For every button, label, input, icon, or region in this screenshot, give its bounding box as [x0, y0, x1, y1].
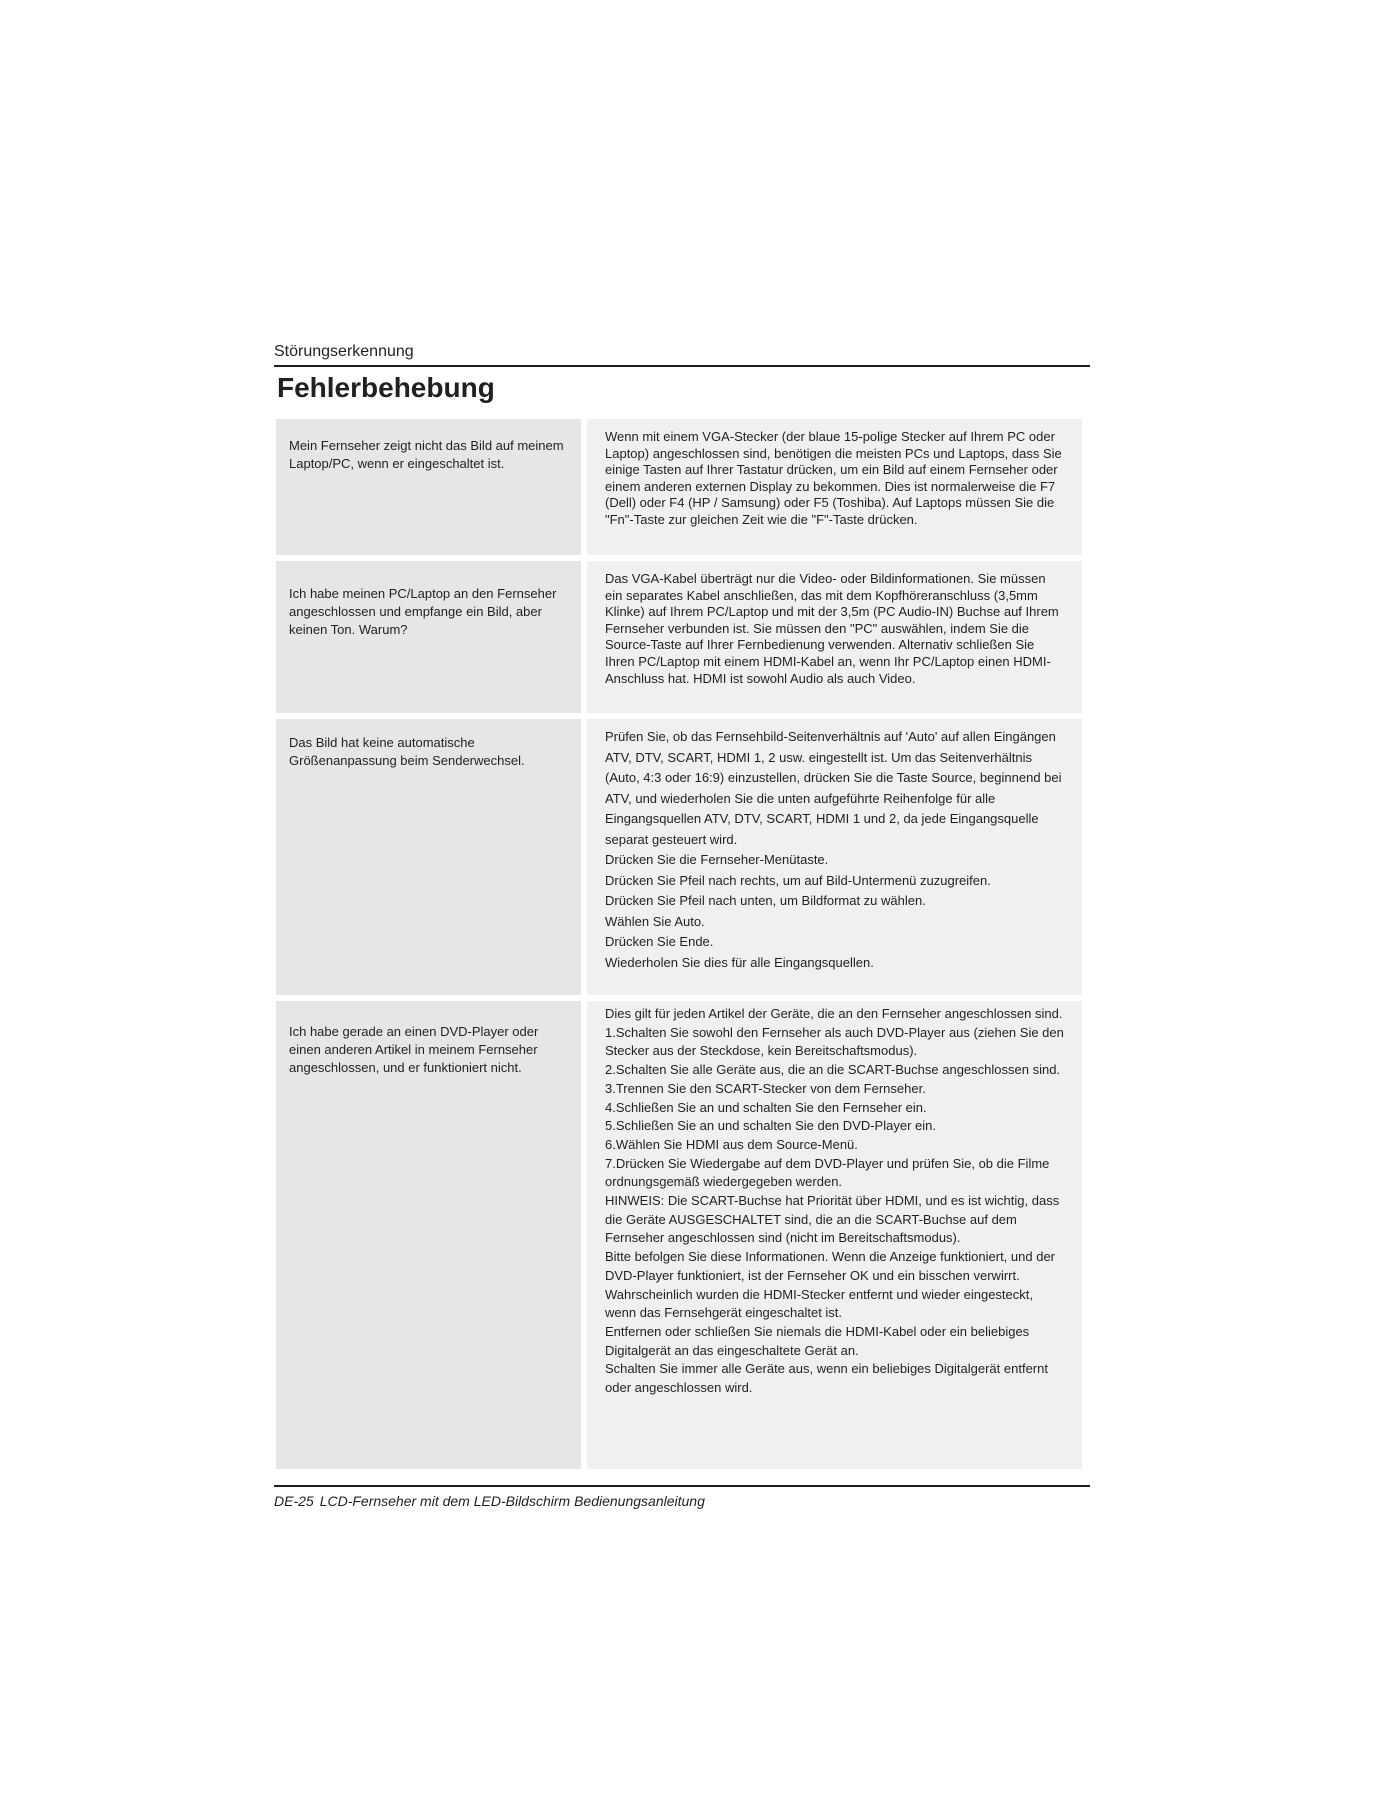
solution-step: 1.Schalten Sie sowohl den Fernseher als auch DVD-Player aus (ziehen Sie den Stecker aus der Steckdose, kein Bereitschaftsmodus). — [605, 1024, 1064, 1059]
solution-step: Drücken Sie Ende. — [605, 934, 714, 949]
section-label: Störungserkennung — [274, 343, 414, 360]
table-row — [276, 419, 1082, 555]
troubleshooting-table — [276, 419, 1082, 1475]
solution-step: 5.Schließen Sie an und schalten Sie den DVD-Player ein. — [605, 1118, 936, 1134]
solution-cell — [587, 561, 1082, 713]
solution-paragraph: Wenn mit einem VGA-Stecker (der blaue 15-polige Stecker auf Ihrem PC oder Laptop) angeschlossen sind, benötigen die meisten PCs und Laptops, dass Sie einige Tasten auf Ihrer Tastatur drücken, um ein Bild auf einem Fernseher oder einem anderen externen Display zu bekommen. Dies ist normalerweise die F7 (Dell) oder F4 (HP / Samsung) oder F5 (Toshiba). Auf Laptops müssen Sie die "Fn"-Taste zur gleichen Zeit wie die "F"-Taste drücken. — [605, 429, 1062, 527]
solution-cell — [587, 1001, 1082, 1469]
problem-cell: Ich habe meinen PC/Laptop an den Fernseher angeschlossen und empfange ein Bild, aber keinen Ton. Warum? — [276, 561, 581, 713]
solution-step: 6.Wählen Sie HDMI aus dem Source-Menü. — [605, 1136, 858, 1152]
solution-step: 3.Trennen Sie den SCART-Stecker von dem Fernseher. — [605, 1080, 926, 1096]
table-row — [276, 561, 1082, 713]
solution-paragraph: Entfernen oder schließen Sie niemals die HDMI-Kabel oder ein beliebiges Digitalgerät an das eingeschaltete Gerät an. — [605, 1323, 1030, 1358]
solution-cell — [587, 719, 1082, 995]
solution-note: HINWEIS: Die SCART-Buchse hat Priorität über HDMI, und es ist wichtig, dass die Geräte AUSGESCHALTET sind, die an die SCART-Buchse auf dem Fernseher angeschlossen sind (nicht im Bereitschaftsmodus). — [605, 1193, 1060, 1246]
page-footer — [274, 1493, 711, 1509]
solution-cell — [587, 419, 1082, 555]
solution-paragraph: Das VGA-Kabel überträgt nur die Video- oder Bildinformationen. Sie müssen ein separates Kabel anschließen, das mit dem Kopfhöreranschluss (3,5mm Klinke) auf Ihrem PC/Laptop und mit der 3,5m (PC Audio-IN) Buchse auf Ihrem Fernseher verbunden ist. Sie müssen den "PC" auswählen, indem Sie die Source-Taste auf Ihrer Fernbedienung verwenden. Alternativ schließen Sie Ihren PC/Laptop mit einem HDMI-Kabel an, wenn Ihr PC/Laptop einen HDMI-Anschluss hat. HDMI ist sowohl Audio als auch Video. — [605, 571, 1059, 686]
header-divider — [274, 365, 1090, 367]
problem-cell: Ich habe gerade an einen DVD-Player oder einen anderen Artikel in meinem Fernseher angeschlossen, und er funktioniert nicht. — [276, 1001, 581, 1469]
solution-step: Drücken Sie Pfeil nach unten, um Bildformat zu wählen. — [605, 893, 926, 908]
solution-paragraph: Wahrscheinlich wurden die HDMI-Stecker entfernt und wieder eingesteckt, wenn das Fernsehgerät eingeschaltet ist. — [605, 1286, 1033, 1321]
solution-paragraph: Prüfen Sie, ob das Fernsehbild-Seitenverhältnis auf 'Auto' auf allen Eingängen ATV, DTV, SCART, HDMI 1, 2 usw. eingestellt ist. Um das Seitenverhältnis (Auto, 4:3 oder 16:9) einzustellen, drücken Sie die Taste Source, beginnend bei ATV, und wiederholen Sie die unten aufgeführte Reihenfolge für alle Eingangsquellen ATV, DTV, SCART, HDMI 1 und 2, da jede Eingangsquelle separat gesteuert wird. — [605, 729, 1062, 847]
solution-step: 4.Schließen Sie an und schalten Sie den Fernseher ein. — [605, 1099, 927, 1115]
footer-divider — [274, 1485, 1090, 1487]
solution-step: 7.Drücken Sie Wiedergabe auf dem DVD-Player und prüfen Sie, ob die Filme ordnungsgemäß wiedergegeben werden. — [605, 1155, 1050, 1190]
solution-step: Wiederholen Sie dies für alle Eingangsquellen. — [605, 954, 874, 970]
solution-step: Drücken Sie Pfeil nach rechts, um auf Bild-Untermenü zuzugreifen. — [605, 872, 991, 888]
table-row — [276, 1001, 1082, 1469]
page-title: Fehlerbehebung — [277, 372, 495, 403]
solution-step: 2.Schalten Sie alle Geräte aus, die an die SCART-Buchse angeschlossen sind. — [605, 1062, 1061, 1078]
solution-paragraph: Bitte befolgen Sie diese Informationen. Wenn die Anzeige funktioniert, und der DVD-Player funktioniert, ist der Fernseher OK und ein bisschen verwirrt. — [605, 1249, 1055, 1283]
page-number: DE-25 — [274, 1493, 314, 1509]
problem-cell: Mein Fernseher zeigt nicht das Bild auf meinem Laptop/PC, wenn er eingeschaltet ist. — [276, 419, 581, 555]
solution-paragraph: Schalten Sie immer alle Geräte aus, wenn ein beliebiges Digitalgerät entfernt oder angeschlossen wird. — [605, 1361, 1048, 1396]
solution-step: Wählen Sie Auto. — [605, 913, 705, 929]
solution-paragraph: Dies gilt für jeden Artikel der Geräte, die an den Fernseher angeschlossen sind. — [605, 1006, 1063, 1021]
footer-text: LCD-Fernseher mit dem LED-Bildschirm Bedienungsanleitung — [319, 1493, 705, 1509]
solution-step: Drücken Sie die Fernseher-Menütaste. — [605, 852, 829, 867]
problem-cell: Das Bild hat keine automatische Größenanpassung beim Senderwechsel. — [276, 719, 581, 995]
table-row — [276, 719, 1082, 995]
